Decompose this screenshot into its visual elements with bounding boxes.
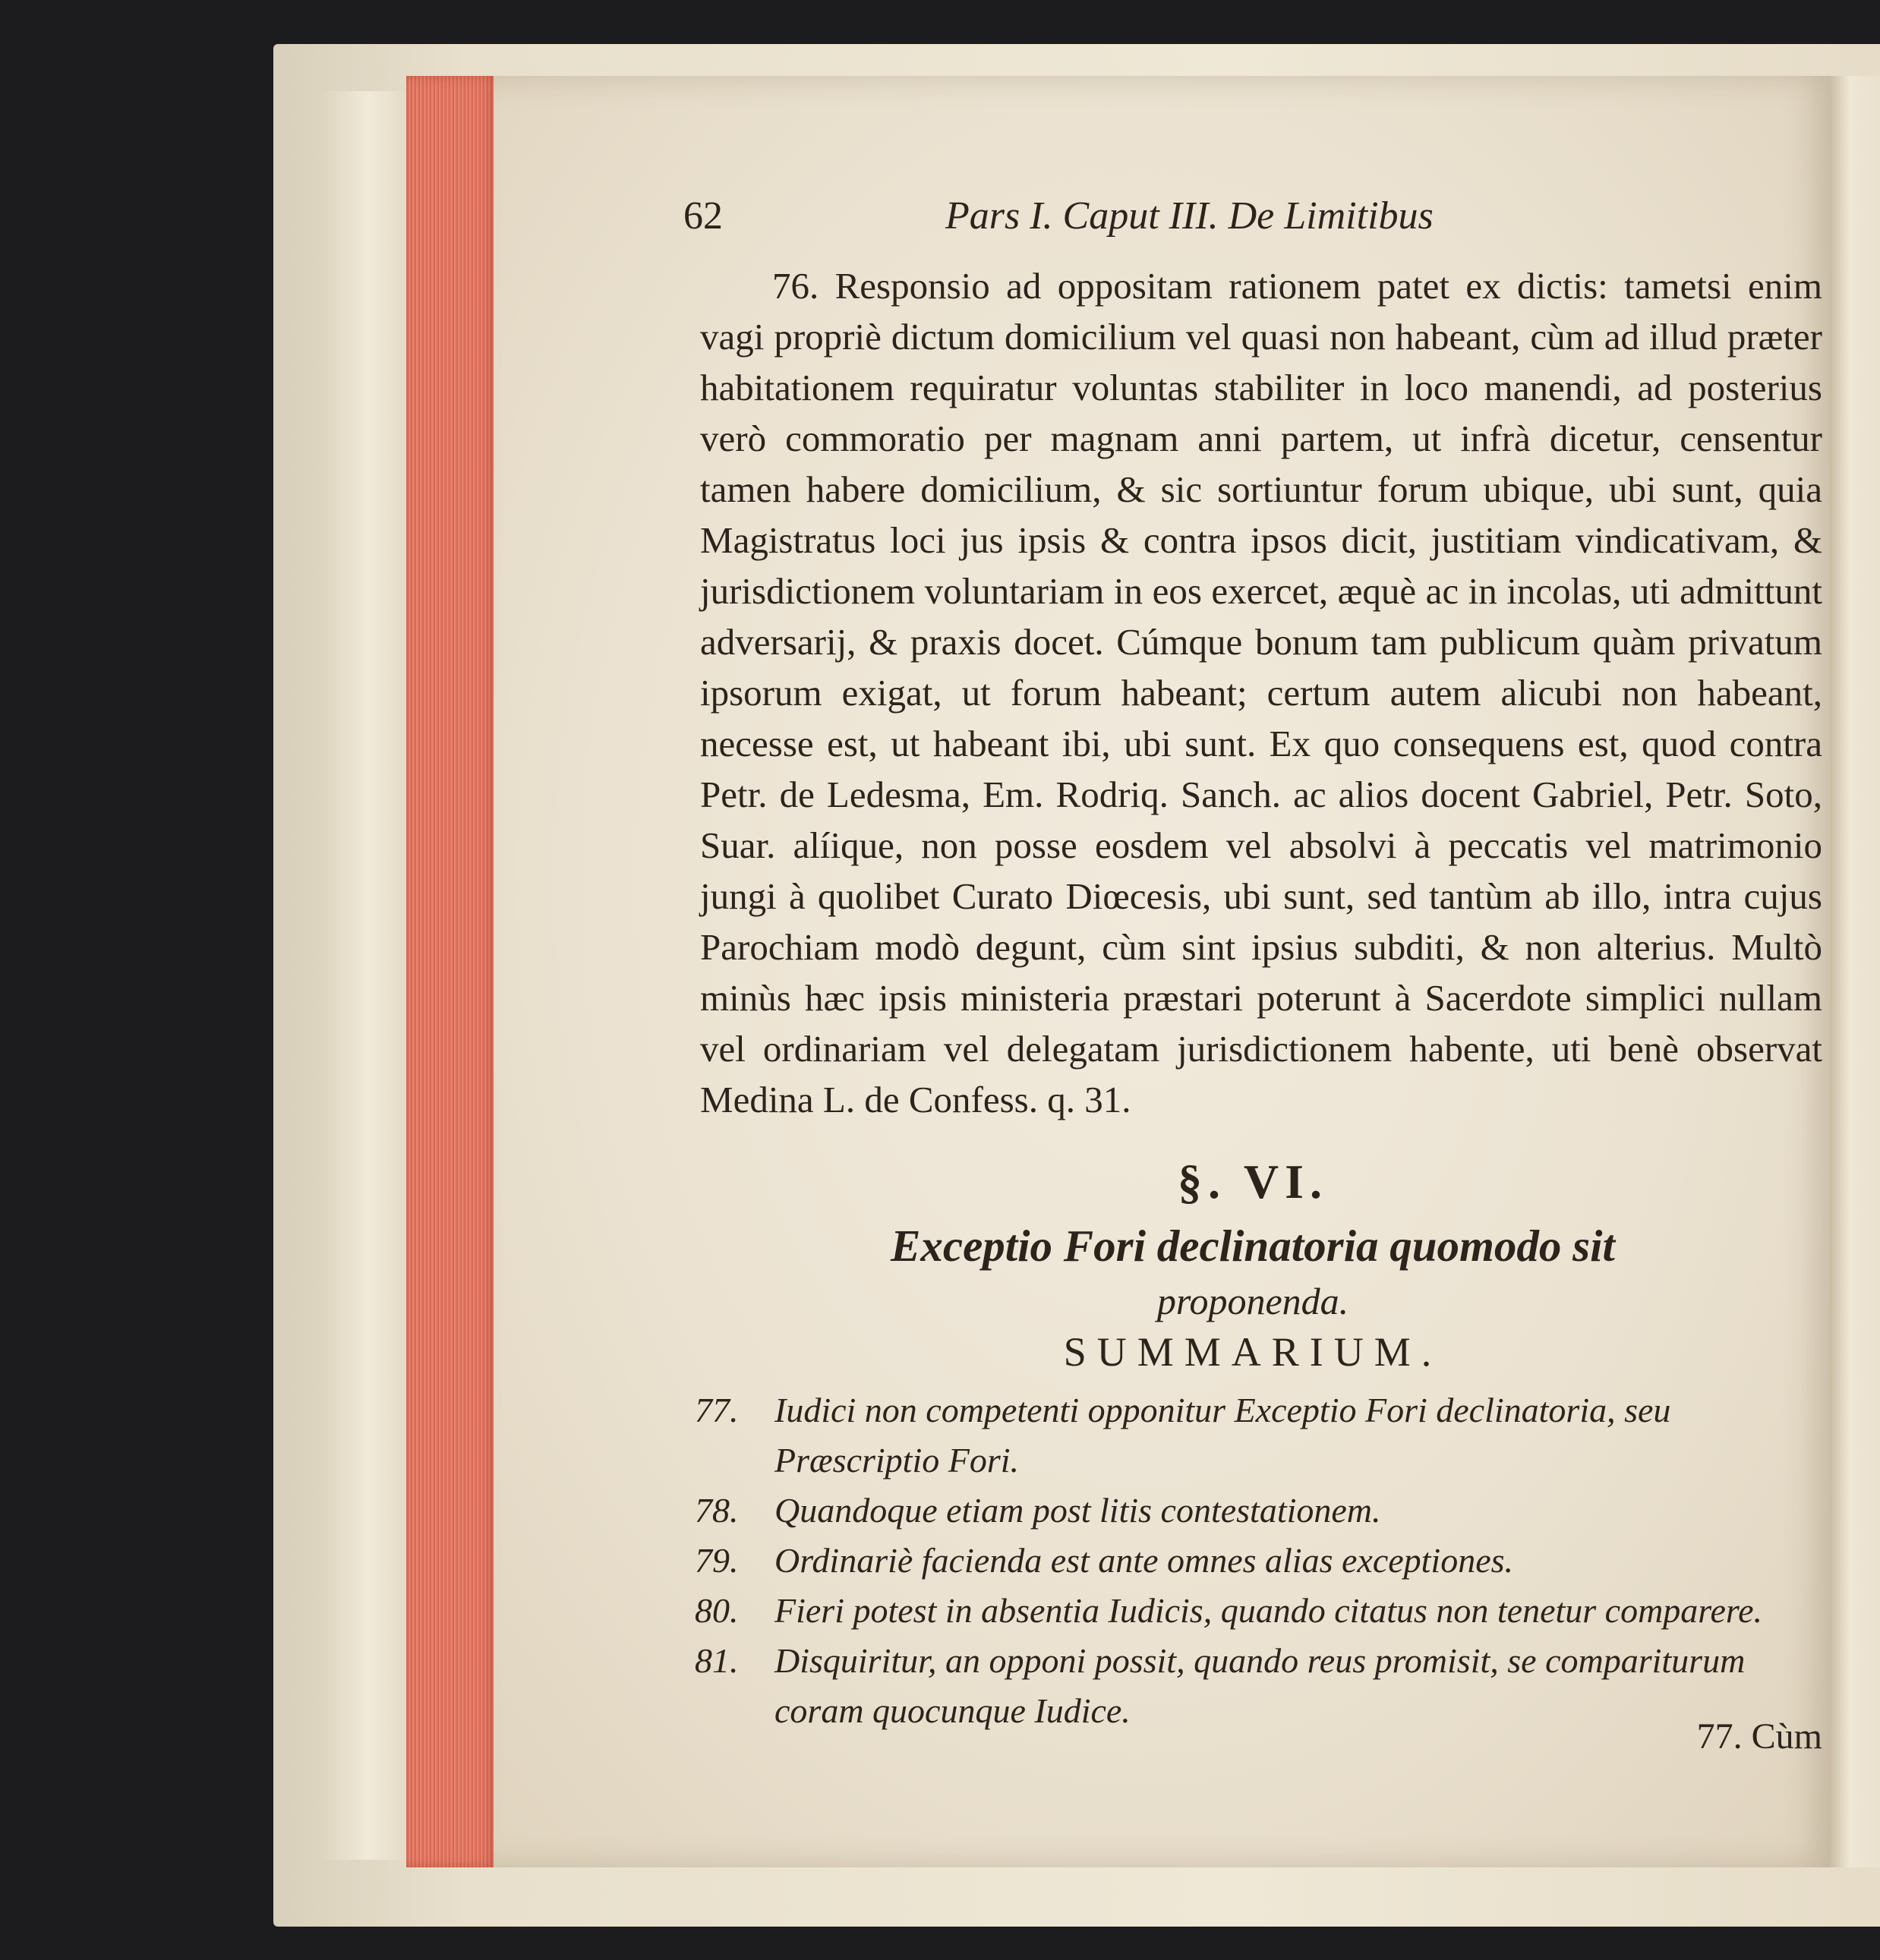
summarium-heading: SUMMARIUM. bbox=[1063, 1329, 1443, 1375]
summarium-item bbox=[683, 1636, 1822, 1736]
item-number: 79. bbox=[695, 1541, 739, 1580]
page-gutter-right bbox=[1830, 76, 1880, 1867]
summarium-item bbox=[683, 1586, 1822, 1636]
summarium-item bbox=[683, 1486, 1822, 1536]
summarium-list bbox=[683, 1385, 1822, 1736]
summarium-item bbox=[683, 1536, 1822, 1586]
item-text: Ordinariè facienda est ante omnes alias exceptiones. bbox=[774, 1541, 1514, 1580]
item-number: 81. bbox=[695, 1641, 739, 1680]
section-title-continued: proponenda. bbox=[1156, 1280, 1349, 1322]
section-number: §. VI. bbox=[1178, 1155, 1328, 1208]
section-title: Exceptio Fori declinatoria quomodo sit bbox=[891, 1221, 1615, 1271]
catchword: 77. Cùm bbox=[1696, 1716, 1822, 1757]
red-page-edges bbox=[406, 76, 497, 1867]
paragraph-76: 76. Responsio ad oppositam rationem patet ex dictis: tametsi enim vagi propriè dictum domicilium vel quasi non habeant, cùm ad illud præter habitationem requiratur voluntas stabiliter in loco manendi, ad posterius verò commoratio per magnam anni partem, ut infrà dicetur, censentur tamen habere domicilium, & sic sortiuntur forum ubique, ubi sunt, quia Magistratus loci jus ipsis & contra ipsos dicit, justitiam vindicativam, & jurisdictionem voluntariam in eos exercet, æquè ac in incolas, uti admittunt adversarij, & praxis docet. Cúmque bonum tam publicum quàm privatum ipsorum exigat, ut forum habeant; certum autem alicubi non habeant, necesse est, ut habeant ibi, ubi sunt. Ex quo consequens est, quod contra Petr. de Ledesma, Em. Rodriq. Sanch. ac alios docent Gabriel, Petr. Soto, Suar. alíique, non posse eosdem vel absolvi à peccatis vel matrimonio jungi à quolibet Curato Diœcesis, ubi sunt, sed tantùm ab illo, intra cujus Parochiam modò degunt, cùm sint ipsius subditi, & non alterius. Multò minùs hæc ipsis ministeria præstari poterunt à Sacerdote simplici nullam vel ordinariam vel delegatam jurisdictionem habente, uti benè observat Medina L. de Confess. q. 31. bbox=[700, 265, 1822, 1120]
page-number: 62 bbox=[683, 194, 723, 238]
item-text: Quandoque etiam post litis contestationem. bbox=[774, 1491, 1381, 1530]
running-head: Pars I. Caput III. De Limitibus bbox=[945, 194, 1434, 238]
item-text: Iudici non competenti opponitur Exceptio Fori declinatoria, seu Præscriptio Fori. bbox=[774, 1391, 1671, 1479]
running-header bbox=[683, 194, 1822, 247]
cover-fold bbox=[319, 91, 410, 1860]
item-number: 80. bbox=[695, 1591, 739, 1630]
item-number: 77. bbox=[695, 1391, 739, 1429]
item-text: Disquiritur, an opponi possit, quando reus promisit, se compariturum coram quocunque Iudice. bbox=[774, 1641, 1746, 1730]
item-number: 78. bbox=[695, 1491, 739, 1530]
summarium-item bbox=[683, 1385, 1822, 1486]
item-text: Fieri potest in absentia Iudicis, quando citatus non tenetur comparere. bbox=[774, 1591, 1763, 1630]
